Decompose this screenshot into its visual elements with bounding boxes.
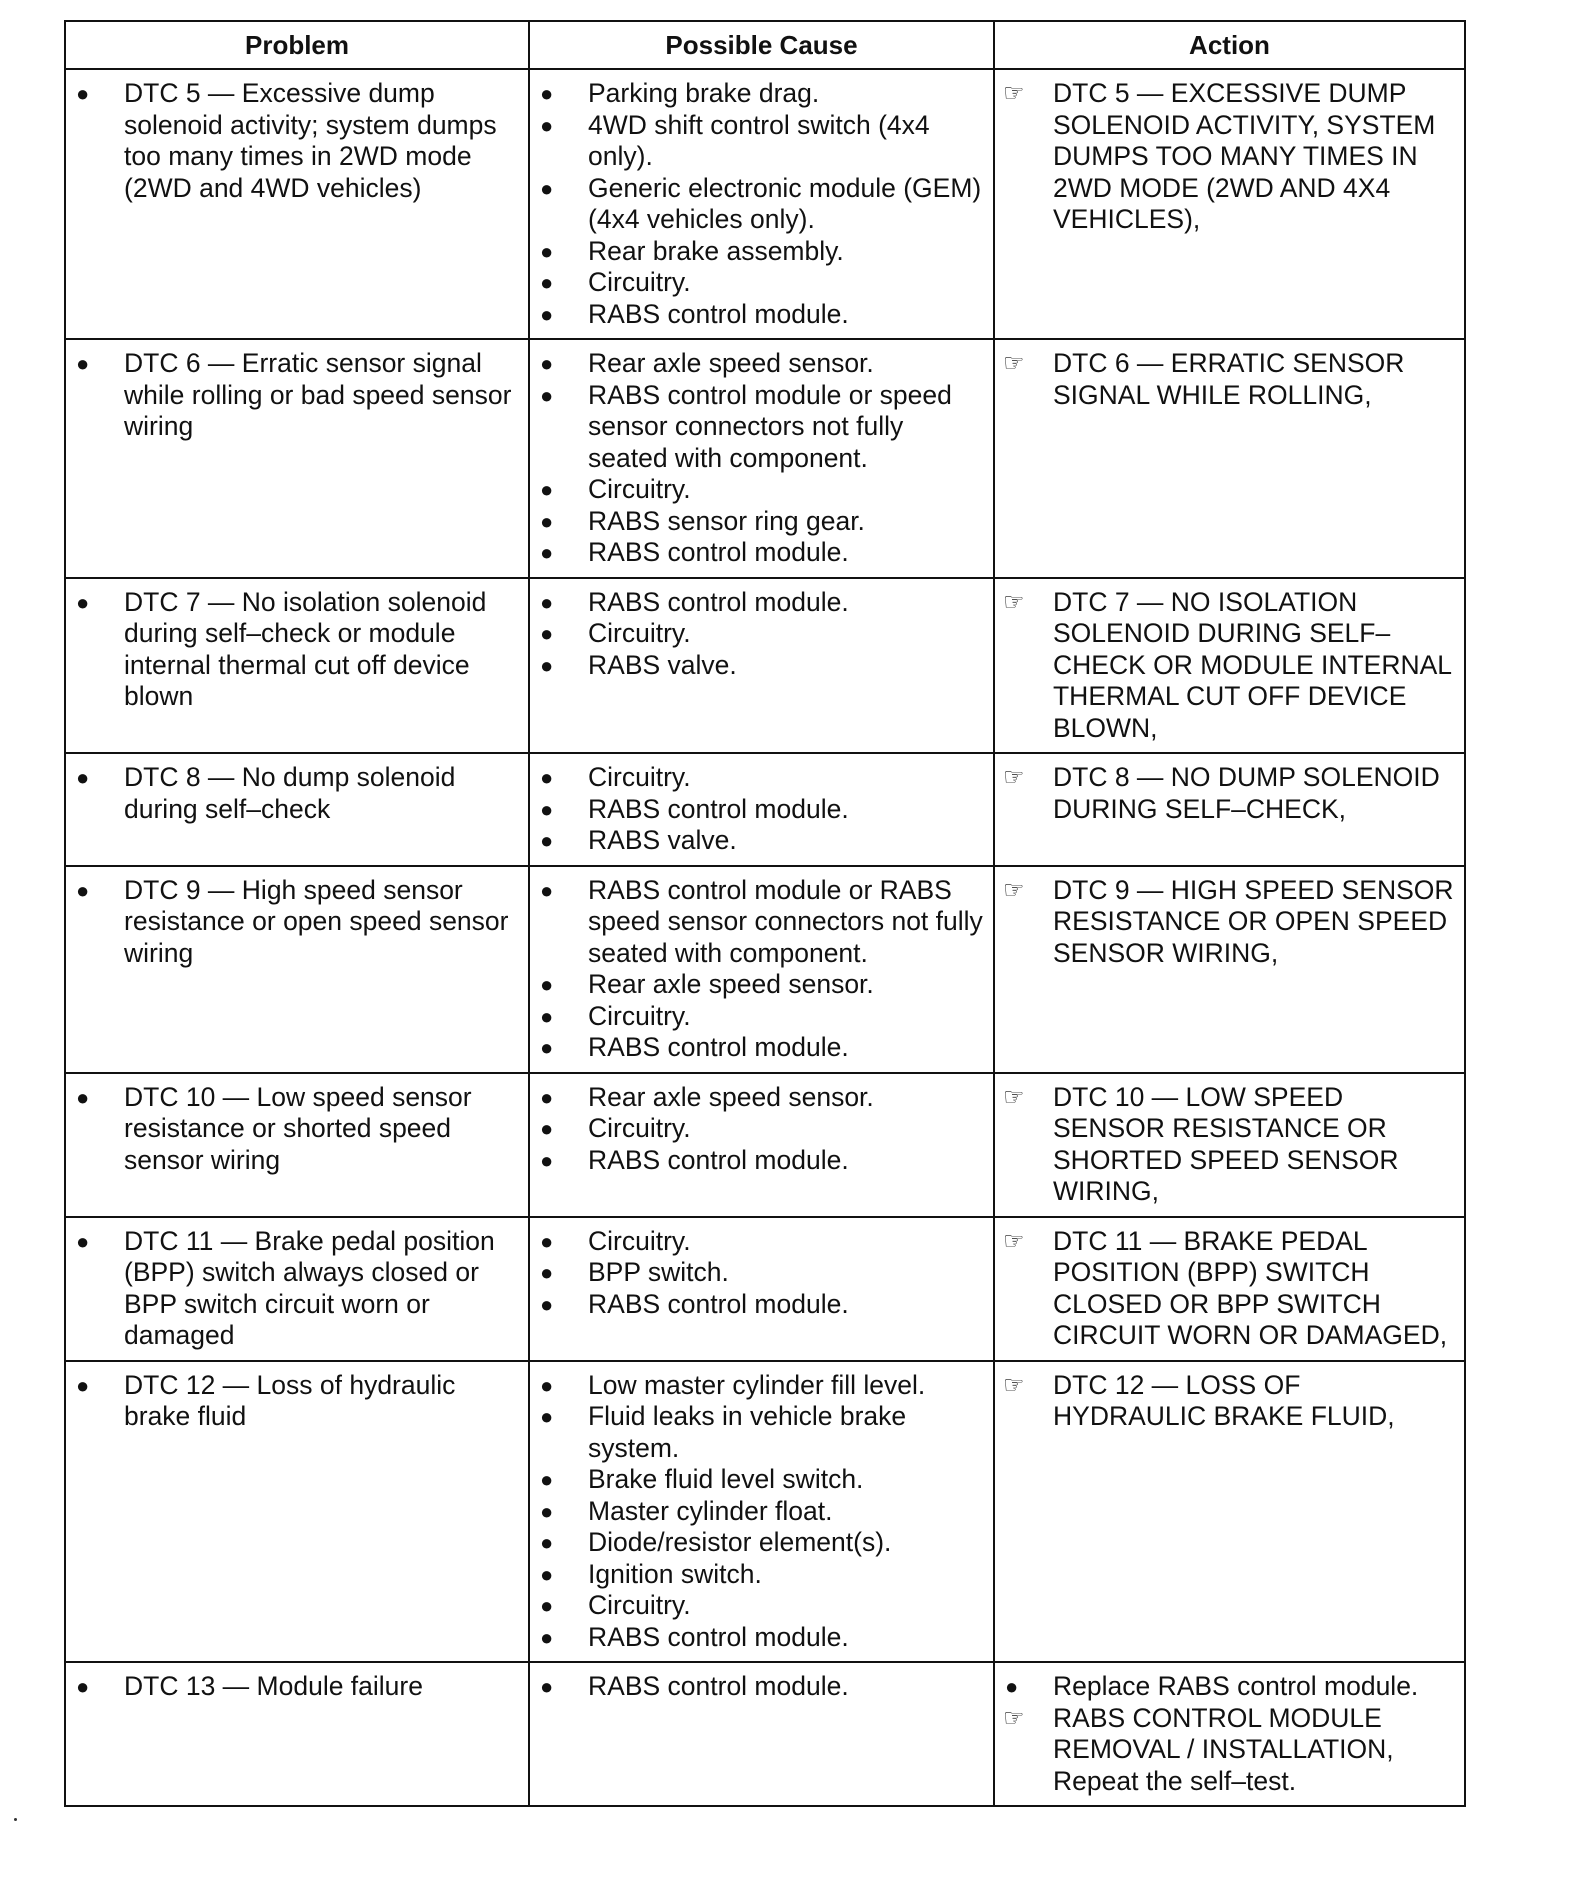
problem-item [76, 762, 518, 825]
table-row [65, 69, 1465, 339]
table-row [65, 1073, 1465, 1217]
problem-cell [65, 69, 529, 339]
table-row [65, 339, 1465, 578]
bullet-icon: ● [540, 652, 554, 678]
pointing-hand-icon: ☞ [1003, 588, 1025, 616]
bullet-icon: ● [540, 828, 554, 853]
bullet-icon: ● [540, 1624, 554, 1650]
cause-item [540, 1289, 983, 1321]
problem-cell [65, 1361, 529, 1663]
action-item [1005, 875, 1454, 970]
cause-item [540, 380, 983, 475]
cause-item [540, 875, 983, 970]
action-cell [994, 753, 1465, 866]
cause-text: RABS valve. [588, 649, 737, 680]
action-text: DTC 6 — ERRATIC SENSOR SIGNAL WHILE ROLLING, [1053, 348, 1405, 410]
cause-text: RABS control module. [588, 1621, 849, 1652]
bullet-icon: ● [540, 765, 554, 790]
bullet-icon: ● [540, 877, 554, 903]
action-text: RABS CONTROL MODULE REMOVAL / INSTALLATION, [1053, 1702, 1394, 1764]
action-item [1005, 587, 1454, 745]
cause-text: BPP switch. [588, 1257, 729, 1287]
action-cell [994, 866, 1465, 1073]
cause-text: RABS control module. [588, 298, 849, 329]
action-cell [994, 1662, 1465, 1806]
cause-item [540, 1559, 983, 1591]
cause-text: RABS control module or RABS speed sensor connectors not fully seated with component. [588, 874, 983, 968]
cause-text: RABS control module. [588, 586, 849, 617]
cause-text: Ignition switch. [588, 1558, 762, 1589]
possible-cause-cell [529, 1217, 994, 1361]
bullet-icon: ● [540, 589, 554, 615]
table-row [65, 1662, 1465, 1806]
header-possible-cause: Possible Cause [529, 21, 994, 69]
action-cell [994, 339, 1465, 578]
action-item [1005, 1226, 1454, 1352]
problem-text: DTC 5 — Excessive dump solenoid activity; system dumps too many times in 2WD mode (2WD and 4WD vehicles) [124, 78, 497, 203]
problem-item [76, 875, 518, 970]
cause-item [540, 1082, 983, 1114]
action-text: Replace RABS control module. [1053, 1671, 1419, 1701]
bullet-icon: ● [1005, 1674, 1019, 1699]
bullet-icon: ● [540, 1530, 554, 1555]
bullet-icon: ● [540, 81, 554, 106]
problem-cell [65, 866, 529, 1073]
cause-item [540, 348, 983, 380]
cause-text: Circuitry. [588, 1000, 691, 1031]
bullet-icon: ● [540, 301, 554, 327]
action-item [1005, 1370, 1454, 1433]
header-problem: Problem [65, 21, 529, 69]
problem-text: DTC 11 — Brake pedal position (BPP) switch always closed or BPP switch circuit worn or damaged [124, 1225, 495, 1350]
table-row [65, 1361, 1465, 1663]
cause-item [540, 474, 983, 506]
bullet-icon: ● [540, 1291, 554, 1317]
bullet-icon: ● [76, 765, 90, 790]
cause-text: RABS control module. [588, 1671, 849, 1701]
problem-text: DTC 10 — Low speed sensor resistance or shorted speed sensor wiring [124, 1081, 472, 1175]
pointing-hand-icon: ☞ [1003, 876, 1025, 904]
problem-cell [65, 753, 529, 866]
bullet-icon: ● [540, 1498, 554, 1524]
cause-item [540, 267, 983, 299]
cause-text: Generic electronic module (GEM) (4x4 vehicles only). [588, 172, 982, 234]
cause-text: RABS control module. [588, 1144, 849, 1175]
bullet-icon: ● [540, 351, 554, 376]
bullet-icon: ● [540, 1593, 554, 1618]
problem-item [76, 1370, 518, 1433]
possible-cause-cell [529, 753, 994, 866]
pointing-hand-icon: ☞ [1003, 1371, 1025, 1399]
action-item [1005, 1082, 1454, 1208]
cause-text: Master cylinder float. [588, 1495, 833, 1526]
action-text: DTC 7 — NO ISOLATION SOLENOID DURING SELF–CHECK OR MODULE INTERNAL THERMAL CUT OFF DEVICE BLOWN, [1053, 586, 1452, 743]
bullet-icon: ● [540, 1467, 554, 1492]
problem-item [76, 348, 518, 443]
bullet-icon: ● [76, 1372, 90, 1398]
cause-text: Rear axle speed sensor. [588, 348, 874, 378]
action-cell [994, 69, 1465, 339]
cause-text: Rear axle speed sensor. [588, 969, 874, 999]
table-row [65, 866, 1465, 1073]
action-text: Repeat the self–test. [1053, 1765, 1297, 1796]
cause-item [540, 1496, 983, 1528]
cause-item [540, 1001, 983, 1033]
cause-item [540, 1590, 983, 1622]
cause-text: RABS control module. [588, 793, 849, 824]
scan-speck [14, 1818, 17, 1821]
cause-text: RABS sensor ring gear. [588, 505, 865, 536]
cause-text: Circuitry. [588, 762, 691, 792]
cause-item [540, 1622, 983, 1654]
problem-cell [65, 339, 529, 578]
bullet-icon: ● [540, 1372, 554, 1398]
problem-item [76, 1082, 518, 1177]
cause-text: RABS control module. [588, 1288, 849, 1319]
cause-item [540, 1401, 983, 1464]
cause-text: Rear axle speed sensor. [588, 1081, 874, 1112]
cause-text: Circuitry. [588, 474, 691, 504]
bullet-icon: ● [540, 540, 554, 565]
cause-item [540, 110, 983, 173]
cause-text: RABS control module. [588, 537, 849, 567]
cause-item [540, 1671, 983, 1703]
cause-item [540, 236, 983, 268]
bullet-icon: ● [540, 270, 554, 295]
cause-item [540, 969, 983, 1001]
pointing-hand-icon: ☞ [1003, 1704, 1025, 1732]
cause-text: 4WD shift control switch (4x4 only). [588, 109, 930, 171]
bullet-icon: ● [540, 1260, 554, 1285]
problem-cell [65, 1662, 529, 1806]
dtc-table-sheet [64, 20, 1464, 1807]
action-cell [994, 1073, 1465, 1217]
table-header-row [65, 21, 1465, 69]
bullet-icon: ● [540, 1147, 554, 1173]
bullet-icon: ● [540, 1116, 554, 1141]
possible-cause-cell [529, 1662, 994, 1806]
cause-text: Parking brake drag. [588, 78, 820, 108]
cause-item [540, 1257, 983, 1289]
problem-text: DTC 7 — No isolation solenoid during self–check or module internal thermal cut off device blown [124, 586, 487, 711]
cause-text: Rear brake assembly. [588, 235, 844, 266]
problem-text: DTC 6 — Erratic sensor signal while rolling or bad speed sensor wiring [124, 348, 512, 441]
table-row [65, 753, 1465, 866]
header-action: Action [994, 21, 1465, 69]
action-item [1005, 762, 1454, 825]
cause-text: Brake fluid level switch. [588, 1464, 864, 1494]
bullet-icon: ● [76, 877, 90, 903]
bullet-icon: ● [540, 382, 554, 408]
action-item [1005, 1671, 1454, 1703]
cause-item [540, 299, 983, 331]
problem-text: DTC 12 — Loss of hydraulic brake fluid [124, 1369, 456, 1431]
bullet-icon: ● [540, 972, 554, 997]
bullet-icon: ● [76, 1084, 90, 1110]
bullet-icon: ● [540, 477, 554, 502]
cause-item [540, 587, 983, 619]
bullet-icon: ● [540, 1228, 554, 1254]
cause-text: Circuitry. [588, 618, 691, 648]
bullet-icon: ● [540, 1674, 554, 1699]
possible-cause-cell [529, 69, 994, 339]
problem-item [76, 1671, 518, 1703]
pointing-hand-icon: ☞ [1003, 80, 1025, 107]
bullet-icon: ● [540, 238, 554, 264]
bullet-icon: ● [76, 589, 90, 615]
possible-cause-cell [529, 339, 994, 578]
action-text: DTC 12 — LOSS OF HYDRAULIC BRAKE FLUID, [1053, 1369, 1395, 1431]
cause-item [540, 794, 983, 826]
bullet-icon: ● [540, 508, 554, 534]
cause-item [540, 825, 983, 857]
bullet-icon: ● [540, 1561, 554, 1587]
pointing-hand-icon: ☞ [1003, 1083, 1025, 1111]
cause-text: Circuitry. [588, 267, 691, 297]
cause-item [540, 1226, 983, 1258]
problem-text: DTC 8 — No dump solenoid during self–check [124, 762, 456, 824]
bullet-icon: ● [76, 81, 90, 106]
possible-cause-cell [529, 866, 994, 1073]
cause-text: RABS control module or speed sensor connectors not fully seated with component. [588, 379, 952, 473]
pointing-hand-icon: ☞ [1003, 350, 1025, 377]
bullet-icon: ● [76, 1228, 90, 1254]
pointing-hand-icon: ☞ [1003, 764, 1025, 791]
cause-item [540, 618, 983, 650]
action-item [1005, 1766, 1454, 1798]
cause-item [540, 537, 983, 569]
problem-cell [65, 578, 529, 754]
action-text: DTC 9 — HIGH SPEED SENSOR RESISTANCE OR OPEN SPEED SENSOR WIRING, [1053, 874, 1454, 968]
cause-item [540, 762, 983, 794]
action-item [1005, 78, 1454, 236]
cause-item [540, 1464, 983, 1496]
problem-item [76, 78, 518, 204]
table-body [65, 69, 1465, 1806]
bullet-icon: ● [76, 351, 90, 376]
cause-text: Circuitry. [588, 1113, 691, 1143]
bullet-icon: ● [540, 1404, 554, 1429]
cause-item [540, 1113, 983, 1145]
cause-item [540, 1032, 983, 1064]
action-text: DTC 5 — EXCESSIVE DUMP SOLENOID ACTIVITY, SYSTEM DUMPS TOO MANY TIMES IN 2WD MODE (2WD AND 4X4 VEHICLES), [1053, 78, 1436, 234]
cause-text: RABS control module. [588, 1032, 849, 1062]
bullet-icon: ● [540, 1084, 554, 1110]
bullet-icon: ● [540, 796, 554, 822]
cause-item [540, 1145, 983, 1177]
action-item [1005, 1703, 1454, 1766]
table-row [65, 1217, 1465, 1361]
dtc-diagnostic-table [64, 20, 1466, 1807]
action-text: DTC 10 — LOW SPEED SENSOR RESISTANCE OR SHORTED SPEED SENSOR WIRING, [1053, 1081, 1399, 1206]
bullet-icon: ● [540, 112, 554, 138]
pointing-hand-icon: ☞ [1003, 1227, 1025, 1255]
problem-item [76, 1226, 518, 1352]
problem-text: DTC 13 — Module failure [124, 1671, 423, 1701]
cause-item [540, 650, 983, 682]
cause-text: Diode/resistor element(s). [588, 1527, 892, 1557]
cause-item [540, 1527, 983, 1559]
cause-text: Circuitry. [588, 1590, 691, 1620]
action-cell [994, 1217, 1465, 1361]
cause-text: RABS valve. [588, 825, 737, 855]
bullet-icon: ● [76, 1674, 90, 1699]
bullet-icon: ● [540, 1003, 554, 1029]
cause-text: Fluid leaks in vehicle brake system. [588, 1401, 907, 1463]
cause-item [540, 1370, 983, 1402]
bullet-icon: ● [540, 1035, 554, 1060]
possible-cause-cell [529, 1073, 994, 1217]
problem-text: DTC 9 — High speed sensor resistance or open speed sensor wiring [124, 874, 509, 968]
problem-cell [65, 1073, 529, 1217]
table-row [65, 578, 1465, 754]
cause-text: Circuitry. [588, 1225, 691, 1256]
cause-text: Low master cylinder fill level. [588, 1369, 926, 1400]
possible-cause-cell [529, 578, 994, 754]
problem-cell [65, 1217, 529, 1361]
cause-item [540, 506, 983, 538]
action-cell [994, 1361, 1465, 1663]
possible-cause-cell [529, 1361, 994, 1663]
action-text: DTC 8 — NO DUMP SOLENOID DURING SELF–CHECK, [1053, 762, 1440, 824]
problem-item [76, 587, 518, 713]
action-item [1005, 348, 1454, 411]
action-cell [994, 578, 1465, 754]
cause-item [540, 78, 983, 110]
cause-item [540, 173, 983, 236]
bullet-icon: ● [540, 175, 554, 201]
action-text: DTC 11 — BRAKE PEDAL POSITION (BPP) SWITCH CLOSED OR BPP SWITCH CIRCUIT WORN OR DAMAGED, [1053, 1225, 1448, 1350]
bullet-icon: ● [540, 621, 554, 646]
